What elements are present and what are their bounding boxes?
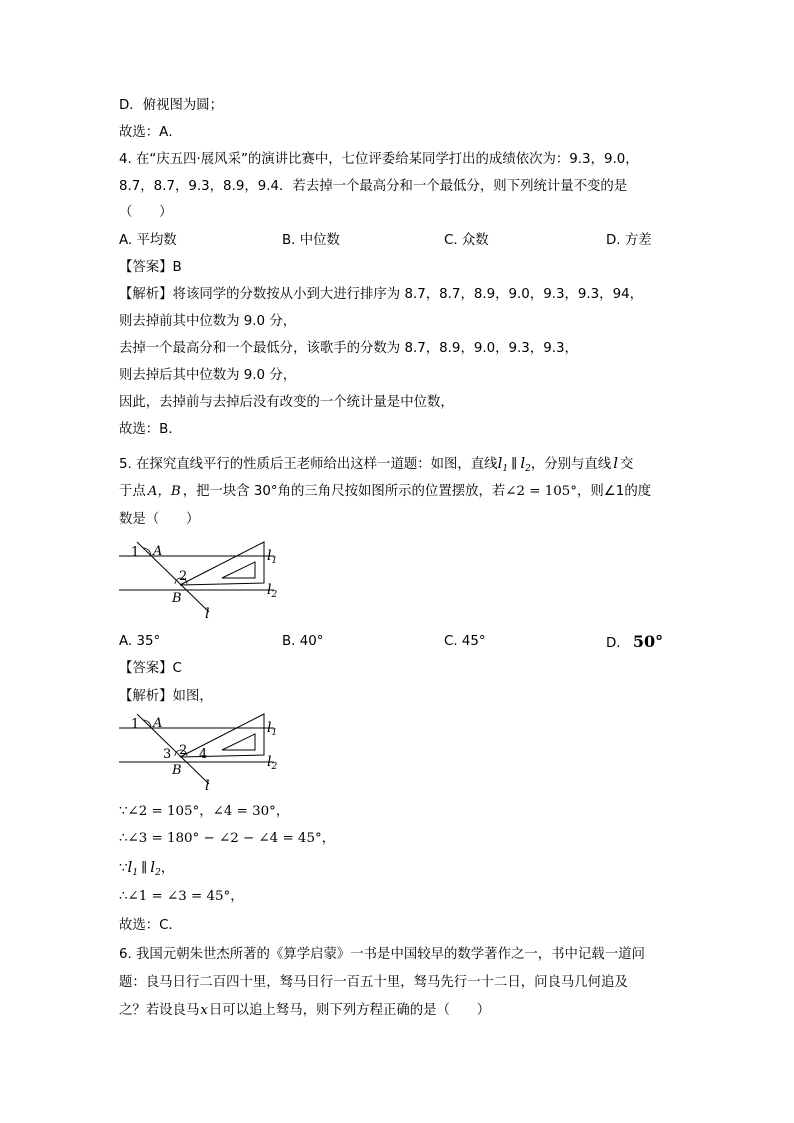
label-b-b: B	[172, 763, 182, 778]
answer-choice-c: 故选：C．	[119, 918, 182, 933]
q5-stem-line2	[119, 483, 651, 501]
q5-option-a: A. 35°	[119, 634, 161, 649]
q5-figure	[119, 540, 299, 620]
q5-stem-line1-c: 交	[620, 457, 634, 472]
d-option-text: D．俯视图为圆；	[119, 98, 224, 113]
step-4: ∴∠1 = ∠3 = 45°，	[119, 889, 244, 904]
label-l: l	[205, 606, 210, 622]
q4-stem-line2: 8.7，8.7，9.3，8.9，9.4．若去掉一个最高分和一个最低分，则下列统计量不变的是	[119, 179, 628, 194]
q5-analysis-figure	[119, 712, 299, 792]
q4-analysis-line3: 去掉一个最高分和一个最低分，该歌手的分数为 8.7，8.9，9.0，9.3，9.3，	[119, 341, 578, 356]
q5-option-d-value: 50°	[632, 632, 664, 651]
step-3-l1: $l_1$	[127, 858, 139, 878]
q6-stem-line3: 之？若设良马x日可以追上驽马，则下列方程正确的是（ ）	[119, 1003, 491, 1018]
q4-analysis-line4: 则去掉后其中位数为 9.0 分，	[119, 368, 297, 383]
label-a: A	[153, 544, 163, 559]
q5-stem-line3: 数是（ ）	[119, 512, 200, 527]
label-1: 1	[131, 545, 140, 560]
q4-option-d: D. 方差	[606, 233, 652, 248]
q5-option-c: C. 45°	[444, 634, 486, 649]
angle2-value: ∠2 = 105°	[505, 484, 578, 499]
label-b: B	[172, 591, 182, 606]
q4-option-b: B. 中位数	[282, 233, 340, 248]
q5-analysis-head: 【解析】如图，	[119, 689, 213, 704]
label-l-b: l	[205, 778, 210, 794]
q4-analysis-line5: 因此，去掉前与去掉后没有改变的一个统计量是中位数，	[119, 395, 454, 410]
points-ab: A，B	[147, 484, 181, 499]
q5-stem-line2-b: ，把一块含 30°角的三角尺按如图所示的位置摆放，若	[182, 484, 506, 499]
q4-option-c: C. 众数	[444, 233, 489, 248]
var-x: x	[200, 1003, 208, 1018]
line-l1: $l_1$	[497, 454, 509, 474]
label-a-b: A	[153, 716, 163, 731]
q5-stem-line1-b: ，分别与直线	[530, 457, 612, 472]
step-3: $\because l_1$ ∥ $l_2$，	[119, 858, 175, 878]
q4-option-a: A. 平均数	[119, 233, 177, 248]
parallel-symbol: ∥	[511, 457, 518, 472]
label-3: 3	[163, 747, 172, 762]
q6-stem-line2: 题：良马日行二百四十里，驽马日行一百五十里，驽马先行一十二日，问良马几何追及	[119, 975, 628, 990]
label-1-b: 1	[131, 717, 140, 732]
q5-stem-line1-a: 5. 在探究直线平行的性质后王老师给出这样一道题：如图，直线	[119, 457, 498, 472]
label-l1: $l_1$	[267, 548, 278, 566]
q4-stem-line1: 4. 在“庆五四·展风采”的演讲比赛中，七位评委给某同学打出的成绩依次为：9.3，9.0，	[119, 152, 639, 167]
q4-answer: 【答案】B	[119, 260, 182, 275]
q5-answer: 【答案】C	[119, 661, 182, 676]
line-l: l	[613, 454, 619, 472]
q5-option-d	[606, 633, 663, 653]
label-2-b: 2	[179, 743, 188, 758]
q5-stem-line2-a: 于点	[119, 484, 146, 499]
label-l2: $l_2$	[267, 582, 278, 600]
answer-choice-b: 故选：B．	[119, 422, 182, 437]
step-1: ∵∠2 = 105°，∠4 = 30°，	[119, 804, 290, 819]
step-3-l2: $l_2$	[150, 858, 161, 878]
label-l1-b: $l_1$	[267, 720, 278, 738]
q4-analysis-line1: 【解析】将该同学的分数按从小到大进行排序为 8.7，8.7，8.9，9.0，9.3，9.3，94，	[119, 287, 644, 302]
label-4: 4	[199, 747, 208, 762]
q6-stem-line1: 6. 我国元朝朱世杰所著的《算学启蒙》一书是中国较早的数学著作之一，书中记载一道问	[119, 947, 645, 962]
q5-stem-line2-c: ，则∠1的度	[577, 484, 652, 499]
q5-option-d-label: D.	[606, 636, 621, 651]
answer-choice-a: 故选：A．	[119, 125, 182, 140]
q4-analysis-line2: 则去掉前其中位数为 9.0 分，	[119, 314, 297, 329]
q4-paren: （ ）	[119, 205, 173, 220]
label-2: 2	[179, 569, 188, 584]
q5-stem-line1	[119, 454, 633, 474]
step-2: ∴∠3 = 180° − ∠2 − ∠4 = 45°，	[119, 831, 336, 846]
line-l2: $l_2$	[520, 454, 531, 474]
q5-option-b: B. 40°	[282, 634, 324, 649]
label-l2-b: $l_2$	[267, 754, 278, 772]
